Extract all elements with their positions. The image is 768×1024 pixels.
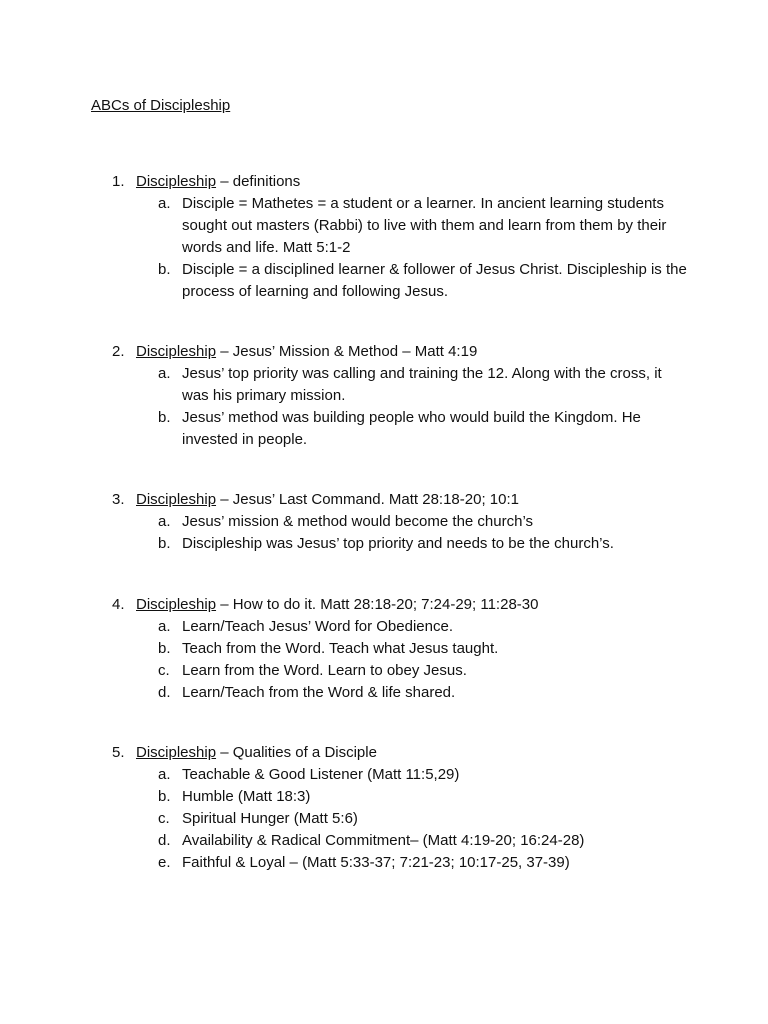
section-number: 3. [112, 491, 125, 508]
section-heading [0, 341, 768, 363]
section-number: 1. [112, 173, 125, 190]
list-item-text: Disciple = Mathetes = a student or a learner. In ancient learning students sought out masters (Rabbi) to live with them and learn from them by their words and life. Matt 5:1-2 [182, 195, 667, 256]
list-item-letter: b. [158, 640, 171, 657]
list-item [0, 363, 768, 407]
list-item-text: Spiritual Hunger (Matt 5:6) [182, 810, 358, 827]
section-heading-rest: – Qualities of a Disciple [216, 744, 377, 761]
section-heading-rest: – How to do it. Matt 28:18-20; 7:24-29; 11:28-30 [216, 596, 539, 613]
section-heading-rest: – Jesus’ Last Command. Matt 28:18-20; 10:1 [216, 491, 519, 508]
section-number: 2. [112, 343, 125, 360]
list-item [0, 808, 768, 830]
list-item [0, 786, 768, 808]
section-keyword: Discipleship [136, 343, 217, 360]
list-item-letter: d. [158, 684, 171, 701]
section-heading [0, 489, 768, 511]
list-item-letter: a. [158, 513, 171, 530]
list-item-text: Learn from the Word. Learn to obey Jesus. [182, 662, 467, 679]
section-heading-rest: – definitions [216, 173, 301, 190]
section-heading [0, 594, 768, 616]
section-keyword: Discipleship [136, 491, 217, 508]
list-item-letter: a. [158, 618, 171, 635]
list-item [0, 830, 768, 852]
section-qualities [0, 742, 768, 874]
list-item-text: Teachable & Good Listener (Matt 11:5,29) [182, 766, 460, 783]
section-definitions [0, 171, 768, 303]
section-number: 5. [112, 744, 125, 761]
list-item-letter: b. [158, 788, 171, 805]
list-item-text: Availability & Radical Commitment– (Matt 4:19-20; 16:24-28) [182, 832, 585, 849]
list-item-letter: a. [158, 195, 171, 212]
section-how-to [0, 594, 768, 704]
list-item-letter: c. [158, 662, 170, 679]
list-item-letter: a. [158, 766, 171, 783]
section-heading [0, 171, 768, 193]
section-heading [0, 742, 768, 764]
list-item-text: Learn/Teach Jesus’ Word for Obedience. [182, 618, 453, 635]
list-item-text: Discipleship was Jesus’ top priority and needs to be the church’s. [182, 535, 614, 552]
list-item [0, 511, 768, 533]
list-item-text: Disciple = a disciplined learner & follower of Jesus Christ. Discipleship is the process of learning and following Jesus. [182, 261, 687, 300]
list-item-text: Learn/Teach from the Word & life shared. [182, 684, 456, 701]
list-item-letter: b. [158, 261, 171, 278]
list-item-letter: c. [158, 810, 170, 827]
list-item [0, 407, 768, 451]
list-item [0, 259, 768, 303]
list-item-text: Jesus’ method was building people who would build the Kingdom. He invested in people. [182, 409, 641, 448]
section-heading-text [136, 594, 538, 616]
list-item-text: Humble (Matt 18:3) [182, 788, 311, 805]
section-number: 4. [112, 596, 125, 613]
list-item-letter: b. [158, 535, 171, 552]
list-item [0, 764, 768, 786]
list-item [0, 852, 768, 874]
list-item [0, 638, 768, 660]
list-item-letter: e. [158, 854, 171, 871]
list-item-letter: a. [158, 365, 171, 382]
list-item-text: Jesus’ mission & method would become the church’s [182, 513, 534, 530]
section-heading-rest: – Jesus’ Mission & Method – Matt 4:19 [216, 343, 478, 360]
section-heading-text [136, 171, 300, 193]
section-heading-text [136, 742, 377, 764]
section-keyword: Discipleship [136, 596, 217, 613]
list-item-text: Faithful & Loyal – (Matt 5:33-37; 7:21-23; 10:17-25, 37-39) [182, 854, 570, 871]
section-keyword: Discipleship [136, 744, 217, 761]
list-item-text: Jesus’ top priority was calling and training the 12. Along with the cross, it was his primary mission. [182, 365, 662, 404]
list-item [0, 682, 768, 704]
list-item [0, 533, 768, 555]
section-heading-text [136, 489, 519, 511]
list-item [0, 193, 768, 259]
section-last-command [0, 489, 768, 555]
section-keyword: Discipleship [136, 173, 217, 190]
list-item-text: Teach from the Word. Teach what Jesus taught. [182, 640, 499, 657]
section-heading-text [136, 341, 477, 363]
list-item-letter: d. [158, 832, 171, 849]
list-item-letter: b. [158, 409, 171, 426]
section-mission-method [0, 341, 768, 451]
list-item [0, 660, 768, 682]
list-item [0, 616, 768, 638]
document-title: ABCs of Discipleship [91, 97, 231, 114]
